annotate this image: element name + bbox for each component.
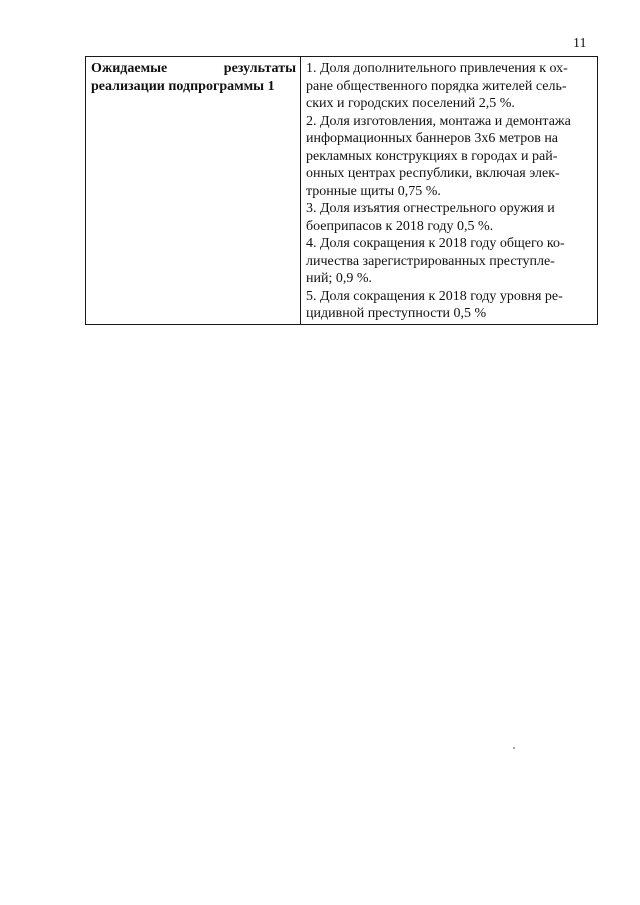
content-line: 2. Доля изготовления, монтажа и демонтажа xyxy=(306,113,571,129)
scan-speck xyxy=(513,747,515,749)
row-label-word: Ожидаемые xyxy=(91,61,168,76)
table-row xyxy=(86,57,598,325)
content-line: цидивной преступности 0,5 % xyxy=(306,306,487,321)
row-content-cell xyxy=(301,57,598,325)
content-line: боеприпасов к 2018 году 0,5 %. xyxy=(306,218,494,234)
row-label-line-2: реализации подпрограммы 1 xyxy=(91,78,275,94)
content-line: ране общественного порядка жителей сель- xyxy=(306,78,567,94)
content-line: ских и городских поселений 2,5 %. xyxy=(306,96,515,111)
content-line: 1. Доля дополнительного привлечения к ох- xyxy=(306,61,568,76)
content-line: онных центрах республики, включая элек- xyxy=(306,166,560,181)
content-line: информационных баннеров 3х6 метров на xyxy=(306,131,559,146)
page-number: 11 xyxy=(573,36,587,51)
expected-results-table xyxy=(85,56,598,325)
content-line: 4. Доля сокращения к 2018 году общего ко- xyxy=(306,236,565,251)
content-line: личества зарегистрированных преступле- xyxy=(306,253,555,269)
content-line: ний; 0,9 %. xyxy=(306,271,373,286)
content-line: 3. Доля изъятия огнестрельного оружия и xyxy=(306,201,555,216)
content-line: тронные щиты 0,75 %. xyxy=(306,183,441,199)
row-label-line-1 xyxy=(91,60,296,78)
content-line: рекламных конструкциях в городах и рай- xyxy=(306,148,558,164)
content-line: 5. Доля сокращения к 2018 году уровня ре- xyxy=(306,288,563,304)
row-label-word: результаты xyxy=(223,61,296,76)
row-label-cell xyxy=(86,57,301,325)
